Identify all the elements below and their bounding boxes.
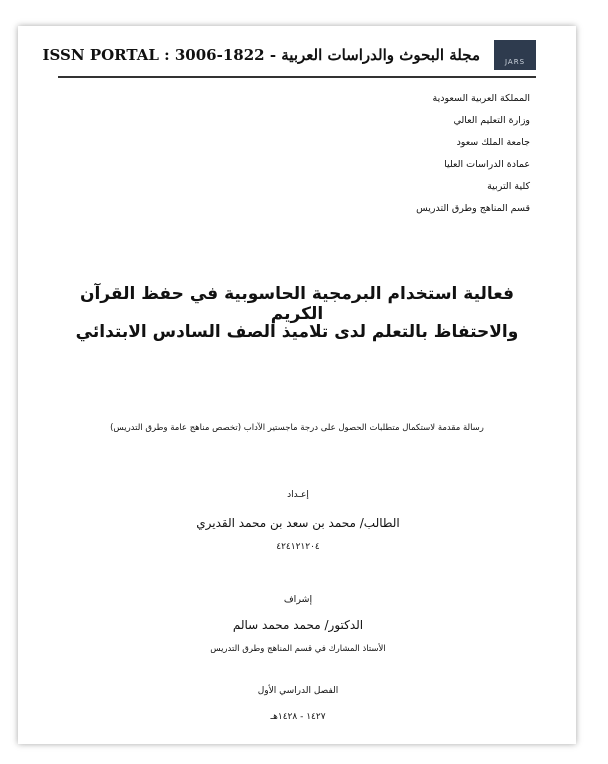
journal-header	[42, 40, 536, 78]
document-page	[18, 26, 576, 744]
student-id: ٤٢٤١٢١٢٠٤	[276, 542, 320, 552]
institution-line: جامعة الملك سعود	[456, 137, 530, 148]
semester: الفصل الدراسي الأول	[257, 686, 339, 696]
institution-line: كلية التربية	[487, 181, 530, 192]
thesis-description: رسالة مقدمة لاستكمال متطلبات الحصول على درجة ماجستير الآداب (تخصص مناهج عامة وطرق التدريس)	[110, 423, 484, 433]
logo-text: JARS	[504, 58, 526, 66]
thesis-title-line-2: والاحتفاظ بالتعلم لدى تلاميذ الصف السادس الابتدائي	[75, 322, 519, 342]
institution-line: وزارة التعليم العالي	[453, 115, 530, 126]
institution-line: قسم المناهج وطرق التدريس	[416, 203, 530, 214]
supervisor-name: الدكتور/ محمد محمد سالم	[232, 618, 364, 632]
thesis-title-line-1: فعالية استخدام البرمجية الحاسوبية في حفظ القرآن الكريم	[79, 284, 515, 324]
prepared-by-label: إعـداد	[287, 490, 309, 500]
supervision-label: إشراف	[283, 594, 313, 605]
supervisor-rank: الأستاذ المشارك في قسم المناهج وطرق التدريس	[210, 644, 386, 654]
student-name: الطالب/ محمد بن سعد بن محمد القديري	[196, 516, 400, 530]
institution-line: المملكة العربية السعودية	[432, 93, 530, 104]
institution-line: عمادة الدراسات العليا	[444, 159, 530, 170]
academic-year: ١٤٢٧ - ١٤٢٨هـ	[270, 712, 326, 722]
journal-title: ISSN PORTAL : 3006-1822 - مجلة البحوث والدراسات العربية	[42, 46, 480, 64]
journal-logo	[494, 40, 536, 70]
institution-block	[310, 88, 530, 220]
